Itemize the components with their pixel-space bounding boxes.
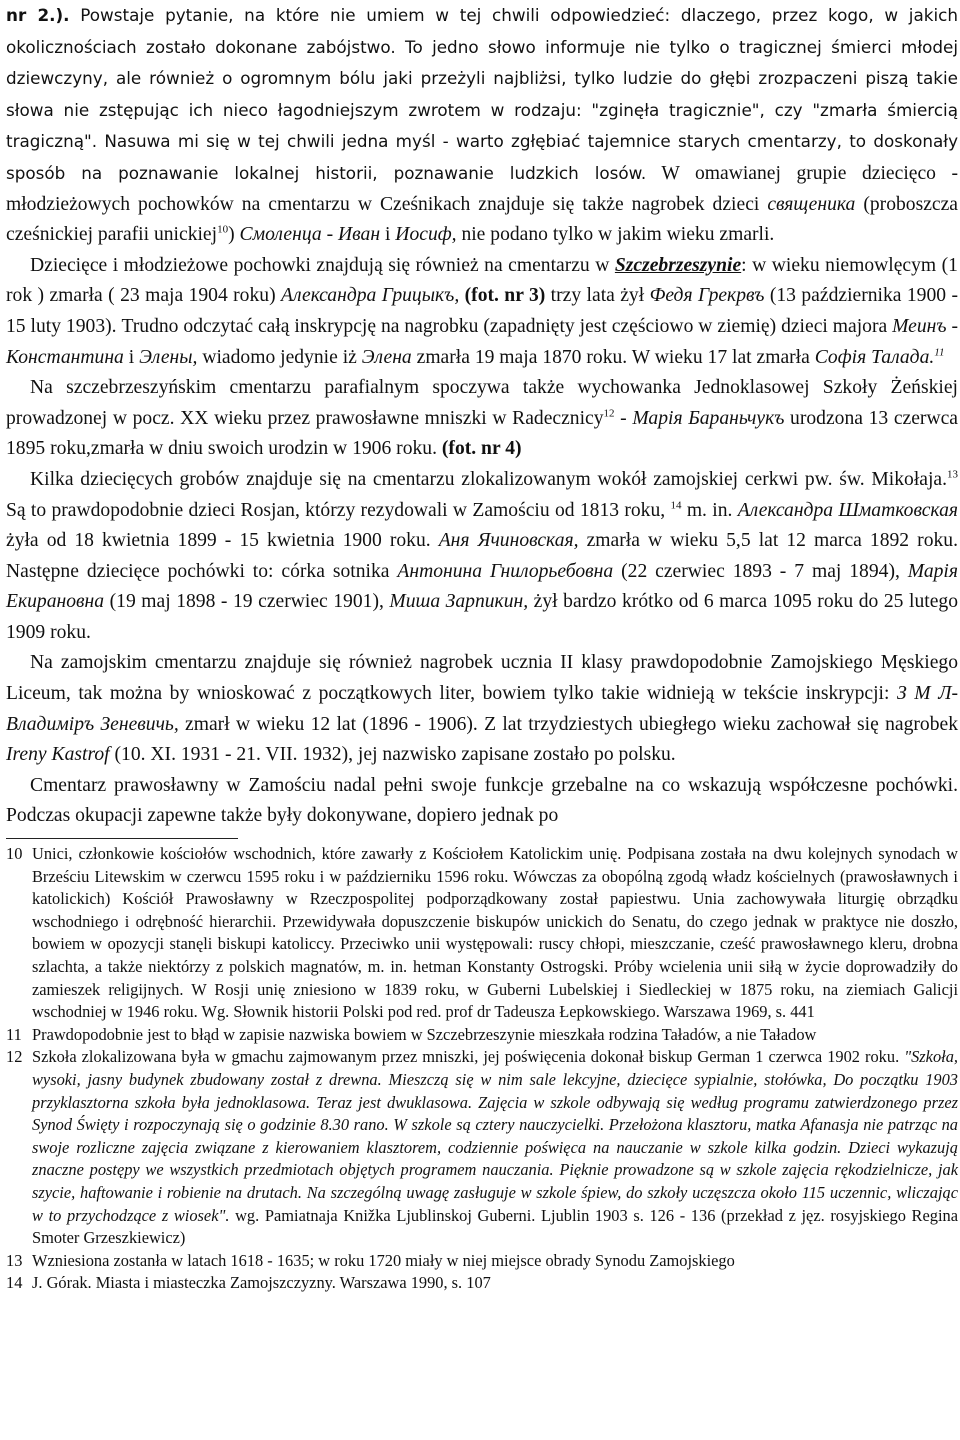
- person-name: Ireny Kastrof: [6, 744, 110, 766]
- footnote-ref-13[interactable]: 13: [947, 468, 958, 481]
- text-run: Cmentarz prawosławny w Zamościu nadal pełni swoje funkcje grzebalne na co wskazują współczesne pochówki. Podczas okupacji zapewne także były dokonywane, dopiero jednak po: [6, 774, 958, 827]
- footnote-text: J. Górak. Miasta i miasteczka Zamojszczyzny. Warszawa 1990, s. 107: [32, 1273, 491, 1293]
- footnote-text: Wzniesiona zostanła w latach 1618 - 1635; w roku 1720 miały w niej miejsce obrady Synodu Zamojskiego: [32, 1250, 735, 1270]
- text-run: Szkoła zlokalizowana była w gmachu zajmowanym przez mniszki, jej poświęcenia dokonał biskup German 1 czerwca 1902 roku.: [32, 1047, 905, 1067]
- footnote-text: Prawdopodobnie jest to błąd w zapisie nazwiska bowiem w Szczebrzeszynie mieszkała rodzina Taładów, a nie Taładow: [32, 1024, 817, 1044]
- footnote-10: [6, 843, 958, 1024]
- text-run: (13 października 1900 - 15 luty 1903). Trudno odczytać całą inskrypcję na nagrobku (zapadnięty jest częściowo w ziemię) dzieci majora: [6, 285, 958, 337]
- cyrillic-name: Марія Екирановна: [6, 560, 958, 613]
- footnote-number: 10: [6, 844, 23, 864]
- footnote-11: [6, 1024, 958, 1047]
- cyrillic-name: Александра Шматковская: [737, 499, 958, 521]
- text-run: W omawianej grupie dziecięco - młodzieżowych pochowków na cmentarzu w Cześnikach znajduje się także nagrobek dzieci: [6, 162, 958, 215]
- paragraph-5: [6, 648, 958, 770]
- footnote-12: [6, 1046, 958, 1249]
- footnote-ref-11[interactable]: 11: [934, 346, 945, 358]
- footnote-13: [6, 1250, 958, 1273]
- footnote-number: 13: [6, 1250, 23, 1270]
- photo-reference: (fot. nr 4): [441, 438, 522, 460]
- footnote-14: [6, 1272, 958, 1295]
- text-run: nie podano tylko w jakim wieku zmarli.: [456, 224, 775, 246]
- footnote-text: Unici, członkowie kościołów wschodnich, które zawarły z Kościołem Katolickim unię. Podpisana została na dwu kolejnych synodach w Brześciu Litewskim w czerwcu 1595 roku i w październiku 1596 roku. Wówczas za obopólną zgodą władz kościelnych (prawosławnych i katolickich) Kościół Prawosławny w Rzeczpospolitej podporządkowany został papiestwu. Unia zachowywała liturgię obrządku wschodniego i odrębność hierarchii. Przewidywała dopuszczenie biskupów unickich do Senatu, do czego jednak w praktyce nie doszło, bowiem w opozycji stanęli biskupi katoliccy. Przeciwko unii występowali: ruscy chłopi, mieszczanie, cześć prawosławnego kleru, drobna szlachta, a także niektórzy z polskich magnatów, m. in. hetman Konstanty Ostrogski. Próby wcielenia unii siłą w życie doprowadziły do zamieszek religijnych. W Rosji unię zniesiono w 1839 roku, w Guberni Lubelskiej i Siedleckiej w 1875 roku, na ziemiach Galicji wschodniej w 1946 roku. Wg. Słownik historii Polski pod red. prof dr Tadeusza Łepkowskiego. Warszawa 1969, s. 441: [32, 844, 958, 1022]
- text-run: -: [614, 407, 633, 429]
- text-run: wiadomo jedynie iż: [197, 346, 362, 368]
- footnote-number: 11: [6, 1024, 22, 1044]
- text-run: żył bardzo krótko od 6 marca 1095 roku do 25 lutego 1909 roku.: [6, 591, 958, 643]
- paragraph-1: [6, 0, 958, 251]
- cyrillic-name: Антонина Гнилорьебовна: [397, 560, 614, 582]
- footnote-text: [32, 1046, 958, 1249]
- footnote-number: 14: [6, 1273, 23, 1293]
- cyrillic-name: Софія Талада.: [814, 346, 935, 368]
- text-run: (10. XI. 1931 - 21. VII. 1932), jej nazwisko zapisane zostało po polsku.: [109, 744, 676, 766]
- place-name: Szczebrzeszynie: [614, 254, 742, 276]
- cyrillic-name: Марія Бараньчукъ: [632, 407, 785, 429]
- text-run: wg. Pamiatnaja Knižka Ljublinskoj Guberni. Ljublin 1903 s. 126 - 136 (przekład z jęz. rosyjskiego Regina Smoter Grzeszkiewicz): [32, 1205, 958, 1248]
- footnote-ref-12[interactable]: 12: [603, 407, 615, 420]
- text-run: Kilka dziecięcych grobów znajduje się na cmentarzu zlokalizowanym wokół zamojskiej cerkwi pw. św. Mikołaja.: [30, 468, 947, 490]
- text-run: (proboszcza cześnickiej parafii unickiej: [6, 193, 958, 246]
- text-run: i: [380, 224, 396, 246]
- paragraph-4: [6, 465, 958, 649]
- paragraph-6: [6, 771, 958, 832]
- footnote-separator: [6, 838, 238, 839]
- text-run: zmarła w wieku 5,5 lat 12 marca 1892 roku. Następne dziecięce pochówki to: córka sotnika: [6, 530, 958, 582]
- text-run: urodzona 13 czerwca 1895 roku,zmarła w dniu swoich urodzin w 1906 roku.: [6, 407, 958, 460]
- text-run: (19 maj 1898 - 19 czerwiec 1901),: [104, 591, 390, 613]
- cyrillic-name: Меинъ - Константина: [6, 315, 958, 368]
- text-run: Na zamojskim cmentarzu znajduje się również nagrobek ucznia II klasy prawdopodobnie Zamojskiego Męskiego Liceum, tak można by wnioskować z początkowych liter, bowiem tylko takie widnieją w tekście inskrypcji:: [6, 652, 958, 705]
- cyrillic-name: Аня Ячиновская,: [438, 530, 579, 552]
- text-run: trzy lata żył: [545, 285, 650, 307]
- cyrillic-name: Федя Грекрвъ: [649, 285, 765, 307]
- cyrillic-name: Смоленца - Иван: [239, 224, 381, 246]
- footnote-ref-10[interactable]: 10: [217, 223, 229, 236]
- text-run: m. in.: [681, 499, 738, 521]
- text-run: Są to prawdopodobnie dzieci Rosjan, którzy rezydowali w Zamościu od 1813 roku,: [6, 499, 671, 521]
- cyrillic-name: священика: [767, 193, 856, 215]
- cyrillic-name: Элена: [361, 346, 412, 368]
- cyrillic-name: Элены,: [139, 346, 198, 368]
- text-run: zmarł w wieku 12 lat (1896 - 1906). Z lat trzydziestych ubiegłego wieku zachował się nagrobek: [178, 713, 958, 735]
- text-run: : w wieku niemowlęcym (1 rok ) zmarła ( 23 maja 1904 roku): [6, 254, 958, 307]
- cyrillic-name: Иосиф,: [395, 224, 457, 246]
- cyrillic-name: Миша Зарпикин,: [389, 591, 529, 613]
- cyrillic-name: Александра Грицыкъ,: [281, 285, 460, 307]
- footnote-ref-14[interactable]: 14: [670, 498, 682, 511]
- text-run: (22 czerwiec 1893 - 7 maj 1894),: [613, 560, 908, 582]
- text-run: Dziecięce i młodzieżowe pochowki znajdują się również na cmentarzu w: [30, 254, 615, 276]
- quotation: "Szkoła, wysoki, jasny budynek zbudowany został z drewna. Mieszczą się w nim sale lekcyjne, dziecięce sypialnie, stołówka, Do początku 1903 przyklasztorna szkoła była jednoklasowa. Teraz jest dwuklasowa. Zajęcia w szkole odbywają się według programu zatwierdzonego przez Synod Święty i rozpoczynają się o godzinie 8.30 rano. W szkole są cztery nauczycielki. Przełożona klasztoru, matka Afanasja nie patrząc na swoje rozliczne zajęcia związane z kierowaniem klasztorem, codziennie poświęca na nauczanie w szkole kilka godzin. Dzieci wykazują znaczne postępy we wszystkich przedmiotach objętych programem nauczania. Pięknie prowadzone są w szkole zajęcia rękodzielnicze, jak szycie, haftowanie i robienie na drutach. Na szczególną uwagę zasługuje w szkole śpiew, do szkoły uczęszcza około 115 uczennic, wliczając w to przychodzące z wiosek".: [32, 1047, 958, 1225]
- cyrillic-name: З М Л- Владиміръ Зеневичь,: [6, 683, 958, 735]
- photo-reference: (fot. nr 3): [459, 285, 546, 307]
- document-page: [6, 0, 958, 1295]
- text-run: Powstaje pytanie, na które nie umiem w tej chwili odpowiedzieć: dlaczego, przez kogo, w jakich okolicznościach zostało dokonane zabójstwo. To jedno słowo informuje nie tylko o tragicznej śmierci młodej dziewczyny, ale również o ogromnym bólu jaki przeżyli najbliżsi, tylko ludzie do głębi zrozpaczeni piszą takie słowa nie zstępując ich nieco łagodniejszym zwrotem w rodzaju: "zginęła tragicznie", czy "zmarła śmiercią tragiczną". Nasuwa mi się w tej chwili jedna myśl - warto zgłębiać tajemnice starych cmentarzy, to doskonały sposób na poznawanie lokalnej historii, poznawanie ludzkich losów.: [6, 5, 958, 183]
- paragraph-2: [6, 251, 958, 373]
- text-run: i: [123, 346, 140, 368]
- photo-reference: nr 2.).: [6, 5, 70, 25]
- text-run: zmarła 19 maja 1870 roku. W wieku 17 lat zmarła: [411, 346, 815, 368]
- footnote-number: 12: [6, 1047, 23, 1067]
- footnotes: [6, 843, 958, 1295]
- paragraph-3: [6, 373, 958, 465]
- text-run: żyła od 18 kwietnia 1899 - 15 kwietnia 1900 roku.: [6, 530, 439, 552]
- text-run: ): [228, 224, 240, 246]
- text-run: Na szczebrzeszyńskim cmentarzu parafialnym spoczywa także wychowanka Jednoklasowej Szkoły Żeńskiej prowadzonej w pocz. XX wieku przez prawosławne mniszki w Radecznicy: [6, 377, 958, 429]
